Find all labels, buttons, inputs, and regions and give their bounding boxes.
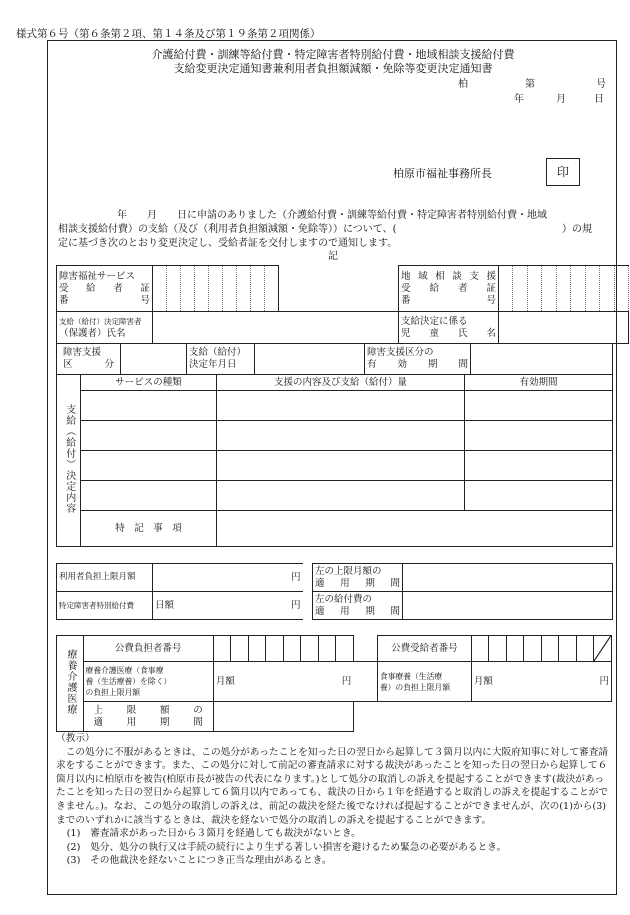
ch-1: 児 [401,327,411,339]
recipient-no-digit[interactable] [195,266,209,312]
date-day: 日 [594,94,604,105]
cp-3: 期 [427,359,438,370]
rg-b3: 者 [457,282,468,294]
medical-cap-l1: 療養介護医療（食事療 [85,666,164,675]
medical-cap-l2: 養（生活療養）を除く） [85,677,172,686]
rn-c3: 者 [113,282,123,294]
mp-a2: 限 [126,704,137,716]
rg-a5: 支 [469,270,479,282]
payer-no-digit[interactable] [283,636,300,662]
payer-no-digit[interactable] [248,636,265,662]
recipient-public-no-digit[interactable] [559,636,576,662]
mp-a1: 上 [93,704,104,716]
rg-b2: 給 [429,282,439,294]
period-cell[interactable] [465,391,613,421]
meal-cap-label [377,662,471,702]
support-class-table [56,343,613,375]
date-month: 月 [556,94,566,105]
rg-b1: 受 [401,282,411,294]
medical-cap-l3: の負担上限月額 [85,688,141,697]
rg-a6: 援 [486,270,496,282]
decided-person-l1: 支給（給付）決定障害者 [59,316,142,326]
period-cell[interactable] [465,481,613,511]
appeal-instructions [56,732,612,868]
support-class-field[interactable] [121,344,187,375]
regional-no-digit[interactable] [600,266,614,312]
payer-no-digit[interactable] [318,636,335,662]
recipient-public-no-digit[interactable] [471,636,488,662]
recipient-public-no-digit[interactable] [524,636,541,662]
cap-label: 利用者負担上限月額 [57,564,153,592]
period-cell[interactable] [465,451,613,481]
cp-1: 有 [367,359,377,370]
notes-paragraph: この処分に不服があるときは、この処分があったことを知った日の翌日から起算して３箇月以内に大阪府知事に対して審査請求をすることができます。また、この処分に対して前記の審査請求に対する裁決があったことを知った日の翌日から起算して６箇月以内に柏原市を被告(柏原市長が被告の代表になります。)として処分の取消しの訴えを提起することができます(裁決があったことを知った日の翌日から起算して６箇月以内であっても、裁決の日から１年を経過すると取消しの訴えを提起することができません。)。なお、この処分の取消しの訴えは、前記の裁決を経た後でなければ提起することができませんが、次の(1)から(3)までのいずれかに該当するときは、裁決を経ないで処分の取消しの訴えを提起することができます。 [56,746,609,826]
recipient-public-no-digit[interactable] [506,636,523,662]
special-unit: 円 [291,599,301,611]
recipient-no-digit[interactable] [167,266,181,312]
ch-2: 童 [429,327,439,339]
medical-yen: 円 [341,675,352,687]
seal-label: 印 [556,164,569,179]
issuer-name: 柏原市福祉事務所長 [393,167,492,180]
class-period-label [365,344,471,375]
payer-no-digit[interactable] [266,636,283,662]
medical-period-label [83,702,213,732]
child-name-label [399,312,499,344]
period-cell[interactable] [465,421,613,451]
class-period-l1: 障害支援区分の [367,347,434,358]
blank-area [353,702,611,732]
intro-line-2b: ）の規 [562,224,592,235]
ki-label: 記 [328,251,338,262]
payer-no-digit[interactable] [231,636,248,662]
rg-a3: 相 [435,270,445,282]
amount-cell[interactable] [217,451,465,481]
special-notes-field[interactable] [217,511,613,547]
regional-no-digit[interactable] [499,266,513,312]
rg-c1: 番 [401,294,411,306]
recipient-public-no-digit[interactable] [489,636,506,662]
intro-line-3: 定に基づき次のとおり変更決定し、受給者証を交付しますので通知します。 [58,238,398,249]
special-period-field[interactable] [403,592,613,620]
mp-b4: 間 [193,716,203,728]
recipient-public-no-label: 公費受給者番号 [377,636,471,662]
decision-date-label [187,344,255,375]
doc-no-mid: 第 [525,79,535,90]
recipient-no-digit[interactable] [153,266,167,312]
cp-4: 間 [458,359,468,370]
regional-no-label [399,266,499,312]
payer-no-digit[interactable] [213,636,230,662]
spp-4: 間 [390,605,400,617]
diagonal-slash-icon [594,636,611,661]
special-notes-label: 特 記 事 項 [81,511,217,547]
medical-vertical-text: 療養介護医療 [65,648,77,715]
spacer-cell [279,266,399,312]
cap-amount-field[interactable] [153,564,303,592]
recipient-public-no-digit[interactable] [541,636,558,662]
recipient-info-table [56,265,629,344]
recipient-no-label [57,266,153,312]
form-number: 様式第６号（第６条第２項、第１４条及び第１９条第２項関係） [16,28,321,40]
recipient-no-digit[interactable] [265,266,279,312]
recipient-no-digit[interactable] [223,266,237,312]
meal-yen: 円 [599,675,609,687]
medical-monthly: 月額 [215,675,235,687]
decision-date-l2: 決定年月日 [189,359,237,370]
medical-side-label [57,636,84,732]
ch-3: 氏 [457,327,468,339]
doc-no-suffix: 号 [596,79,606,90]
special-benefit-field[interactable] [153,592,303,620]
spp-3: 期 [365,605,375,617]
medical-cap-label [83,662,213,702]
mp-a4: の [193,704,203,716]
amount-cell[interactable] [217,391,465,421]
spacer-cell [303,592,313,620]
decision-content-side-label [57,375,81,547]
decision-date-l1: 支給（給付） [189,347,247,358]
recipient-public-no-digit[interactable] [576,636,593,662]
class-period-field[interactable] [471,344,613,375]
rg-a4: 談 [452,270,462,282]
capp-2: 用 [340,577,350,589]
rn-c6: 号 [140,294,150,306]
spacer-cell [353,636,377,662]
notice-form [47,40,617,895]
medical-period-field[interactable] [213,702,353,732]
cap-period-field[interactable] [403,564,613,592]
cap-period-label [313,564,403,592]
notes-item: (3) その他裁決を経ないことにつき正当な理由があるとき。 [66,855,332,867]
meal-cap-field[interactable] [471,662,611,702]
col-valid-period: 有効期間 [465,375,613,391]
regional-no-digit[interactable] [556,266,570,312]
rn-c1: 受 [59,282,69,294]
regional-no-digit[interactable] [527,266,541,312]
cap-unit: 円 [291,571,301,583]
amount-cell[interactable] [217,481,465,511]
support-class-l1: 障害支援 [63,347,102,358]
burden-cap-table [56,563,613,620]
meal-cap-l1: 食事療養（生活療 [379,671,443,681]
rg-a1: 地 [401,270,411,282]
medical-cap-field[interactable] [213,662,353,702]
recipient-no-digit[interactable] [181,266,195,312]
child-name-field[interactable] [499,312,629,344]
sc-2: 分 [104,359,114,370]
recipient-no-digit[interactable] [237,266,251,312]
special-period-l1: 左の給付費の [315,593,373,605]
col-service-type: サービスの種類 [81,375,217,391]
regional-no-digit[interactable] [614,266,628,312]
ch-4: 名 [486,327,496,339]
col-support-amount: 支援の内容及び支給（給付）量 [217,375,465,391]
mp-b1: 適 [93,716,104,728]
mp-b2: 用 [126,716,137,728]
intro-line-1: 年 月 日に申請のありました（介護給付費・訓練等給付費・特定障害者特別給付費・地域 [117,210,547,221]
medical-care-table [56,635,612,732]
recipient-public-no-slash [594,636,612,662]
decided-person-name-field[interactable] [153,312,399,344]
regional-no-digit[interactable] [542,266,556,312]
mp-b3: 期 [160,716,170,728]
decision-date-field[interactable] [255,344,365,375]
date-year: 年 [514,94,524,105]
spp-1: 適 [315,605,325,617]
spacer-cell [353,662,377,702]
spp-2: 用 [340,605,350,617]
special-benefit-label: 特定障害者特別給付費 [57,592,153,620]
service-cell[interactable] [81,391,217,421]
notes-item: (1) 審査請求があった日から３箇月を経過しても裁決がないとき。 [66,828,361,840]
mp-a3: 額 [160,704,170,716]
rg-a2: 域 [418,270,428,282]
regional-no-digit[interactable] [513,266,527,312]
decided-person-l2: （保護者）氏名 [59,327,126,339]
cp-2: 効 [397,359,407,370]
payer-no-digit[interactable] [301,636,318,662]
child-l1: 支給決定に係る [401,315,468,327]
notes-list [56,827,612,868]
service-cell[interactable] [81,451,217,481]
regional-no-digit[interactable] [585,266,599,312]
spacer-cell [303,564,313,592]
recipient-no-label-l1: 障害福祉サービス [59,270,136,282]
sc-1: 区 [63,359,73,370]
notes-heading: （教示） [56,733,95,744]
capp-3: 期 [365,577,375,589]
decision-content-vertical-text: 支給（給付）決定内容 [63,403,75,514]
decided-person-label [57,312,153,344]
rn-c2: 給 [86,282,96,294]
rg-b4: 証 [486,282,496,294]
intro-line-2 [58,223,610,237]
decision-content-table [56,374,613,547]
notes-item: (2) 処分、処分の執行又は手続の続行により生ずる著しい損害を避けるため緊急の必要があるとき。 [66,841,507,853]
meal-monthly: 月額 [473,675,493,687]
cap-period-l1: 左の上限月額の [315,565,382,577]
doc-no-prefix: 柏 [458,79,468,90]
service-cell[interactable] [81,421,217,451]
rg-c2: 号 [486,294,496,306]
title-line-1: 介護給付費・訓練等給付費・特定障害者特別給付費・地域相談支援給付費 [151,48,515,61]
title-line-2: 支給変更決定通知書兼利用者負担額減額・免除等変更決定通知書 [173,62,493,75]
payer-no-digit[interactable] [336,636,353,662]
recipient-no-digit[interactable] [251,266,265,312]
rn-c5: 番 [59,294,69,306]
payer-no-label: 公費負担者番号 [83,636,213,662]
service-cell[interactable] [81,481,217,511]
seal-box [546,158,580,186]
rn-c4: 証 [140,282,150,294]
intro-line-2a: 相談支援給付費）の支給（及び（利用者負担額減額・免除等））について、( [58,224,397,235]
amount-cell[interactable] [217,421,465,451]
meal-cap-l2: 養）の負担上限月額 [379,682,450,692]
regional-no-digit[interactable] [571,266,585,312]
recipient-no-digit[interactable] [209,266,223,312]
support-class-label [57,344,121,375]
special-period-label [313,592,403,620]
capp-1: 適 [315,577,325,589]
capp-4: 間 [390,577,400,589]
special-daily: 日額 [155,599,175,611]
